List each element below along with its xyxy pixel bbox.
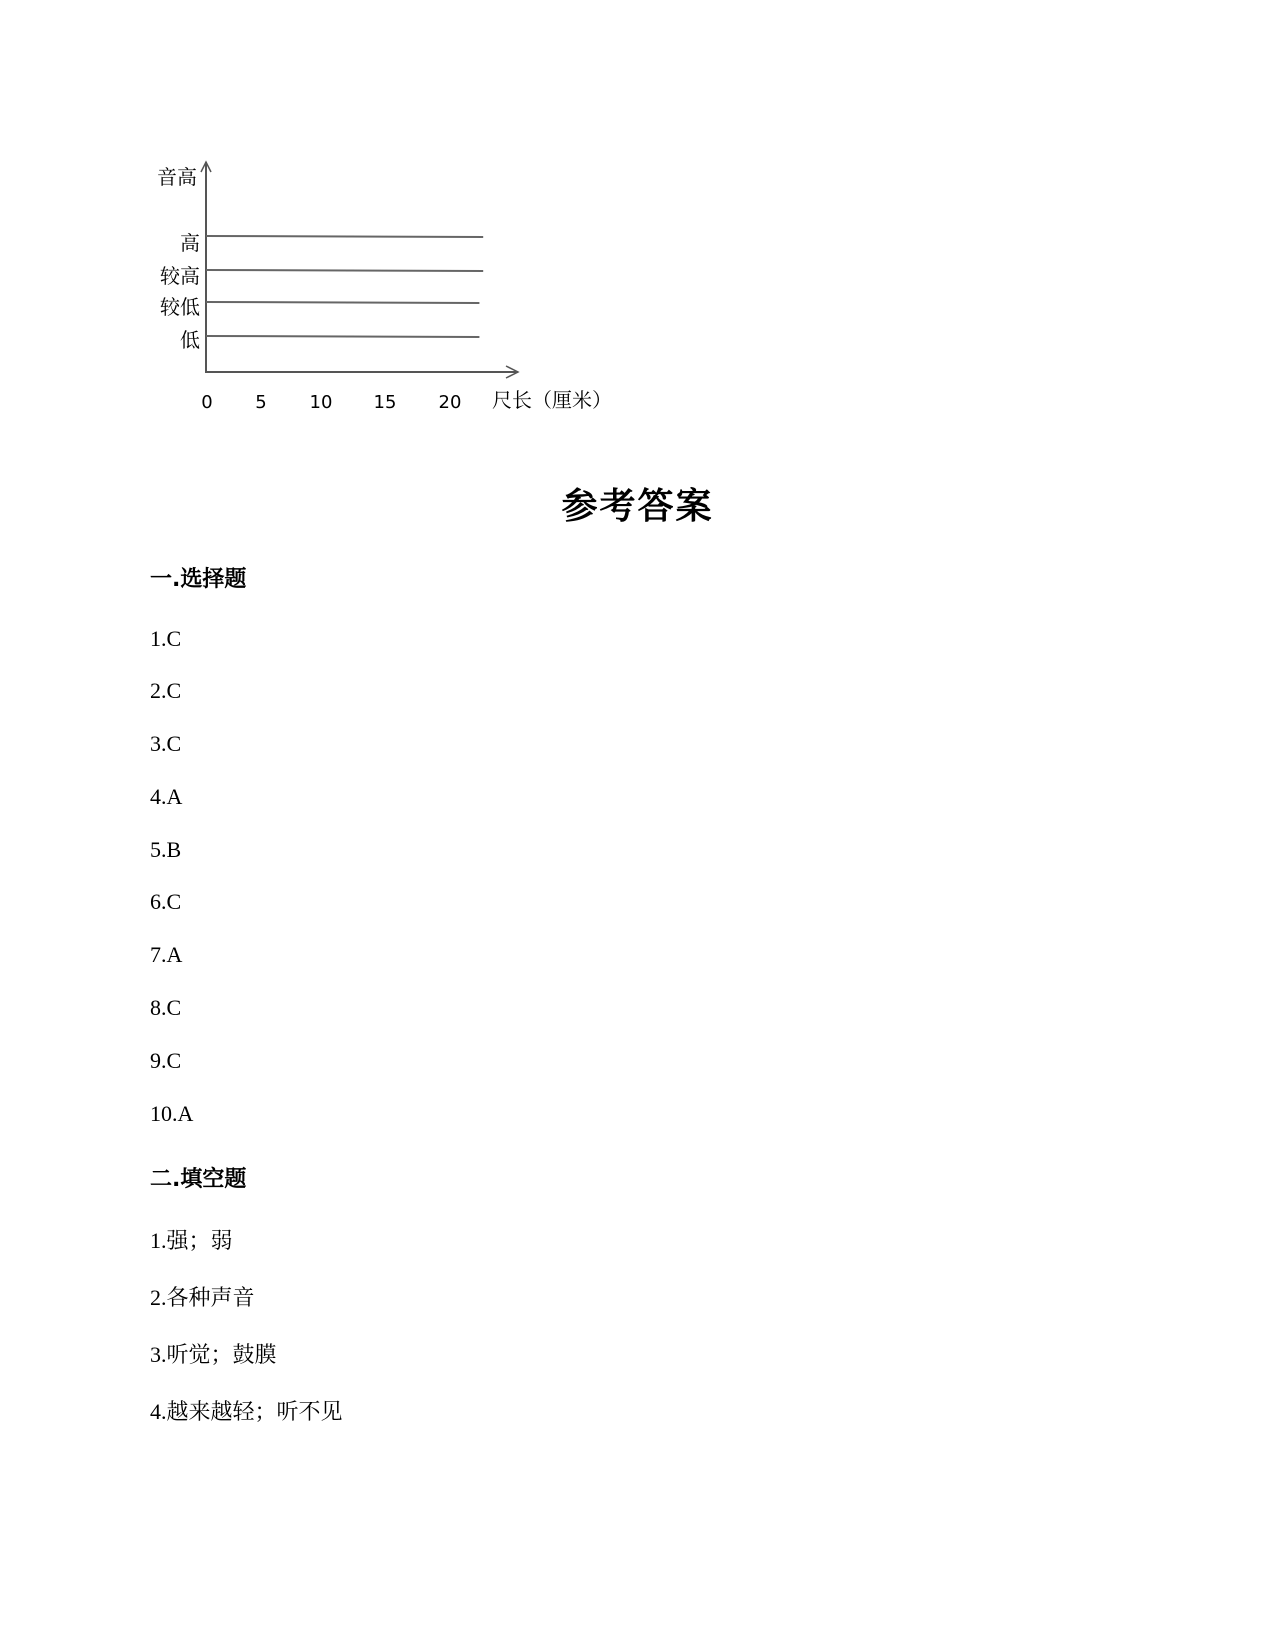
- series-line-fairly-low: [206, 302, 479, 303]
- x-axis-label: 尺长（厘米）: [492, 388, 612, 412]
- x-tick-label: 20: [438, 392, 462, 413]
- choice-answer: 4.A: [150, 784, 183, 809]
- y-category-label: 低: [180, 328, 200, 352]
- series-line-fairly-high: [206, 270, 483, 271]
- series-line-high: [206, 236, 483, 237]
- series-line-low: [206, 336, 479, 337]
- y-category-label: 高: [180, 231, 200, 255]
- y-category-label: 较高: [160, 264, 200, 288]
- choice-answer: 2.C: [150, 678, 182, 703]
- answer-key-title: 参考答案: [561, 486, 714, 527]
- choice-answer: 3.C: [150, 731, 182, 756]
- choice-answer: 8.C: [150, 995, 182, 1020]
- fill-blank-answer: 4.越来越轻；听不见: [150, 1399, 343, 1424]
- x-tick-label: 0: [201, 392, 213, 413]
- pitch-chart: [0, 0, 640, 430]
- choice-answer: 1.C: [150, 626, 182, 651]
- choice-answer: 10.A: [150, 1101, 194, 1126]
- choice-answer: 6.C: [150, 889, 182, 914]
- fill-blank-answer: 1.强；弱: [150, 1228, 233, 1253]
- fill-blank-answer: 3.听觉；鼓膜: [150, 1342, 277, 1367]
- fill-blank-answer: 2.各种声音: [150, 1285, 255, 1310]
- choice-answer: 5.B: [150, 837, 182, 862]
- choice-answer: 7.A: [150, 942, 183, 967]
- y-axis-label: 音高: [157, 165, 197, 189]
- x-tick-label: 5: [255, 392, 267, 413]
- y-category-label: 较低: [160, 295, 200, 319]
- x-tick-label: 15: [373, 392, 397, 413]
- choice-answer: 9.C: [150, 1048, 182, 1073]
- section-heading-fill-blank: 二.填空题: [150, 1167, 247, 1192]
- section-heading-choice: 一.选择题: [150, 567, 247, 592]
- x-tick-label: 10: [309, 392, 333, 413]
